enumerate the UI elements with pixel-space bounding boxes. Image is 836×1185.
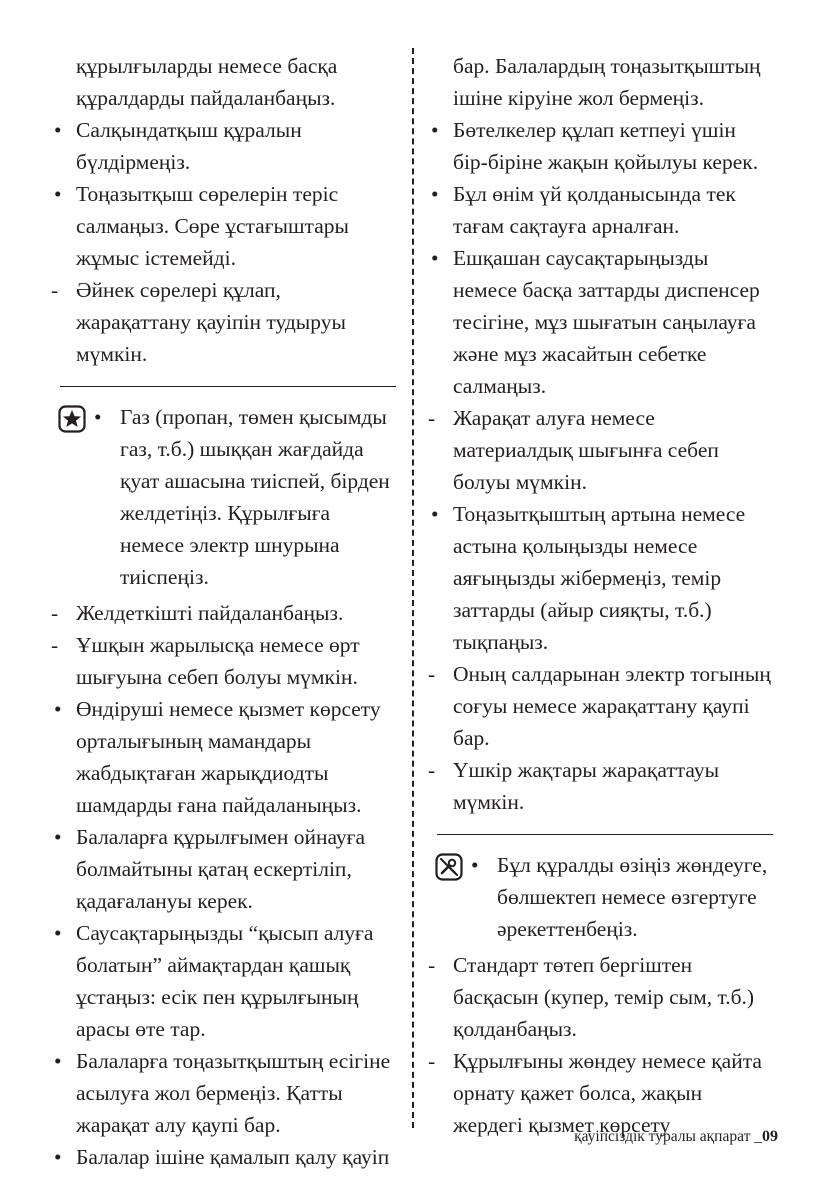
list-item: - Құрылғыны жөндеу немесе қайта орнату қажет болса, жақын жердегі қызмет көрсету	[425, 1045, 775, 1141]
left-column	[48, 50, 398, 1173]
star-icon	[58, 405, 86, 433]
dash-marker: -	[51, 601, 59, 625]
footer-section-label: қауіпсіздік туралы ақпарат _	[574, 1128, 762, 1145]
bullet-marker: •	[54, 825, 62, 849]
list-item: - Үшкір жақтары жарақаттауы мүмкін.	[425, 754, 775, 818]
bullet-marker: •	[54, 1145, 62, 1169]
bullet-marker: •	[54, 921, 62, 945]
bullet-marker: •	[431, 502, 439, 526]
list-item: • Салқындатқыш құралын бүлдірмеңіз.	[48, 114, 398, 178]
list-item: • Өндіруші немесе қызмет көрсету орталығының мамандары жабдықтаған жарықдиодты шамдарды ғана пайдаланыңыз.	[48, 693, 398, 821]
list-item: - Әйнек сөрелері құлап, жарақаттану қауіпін тудыруы мүмкін.	[48, 274, 398, 370]
bullet-marker: •	[54, 697, 62, 721]
list-item: - Ұшқын жарылысқа немесе өрт шығуына себеп болуы мүмкін.	[48, 629, 398, 693]
list-item: • Балаларға тоңазытқыштың есігіне асылуға жол бермеңіз. Қатты жарақат алу қаупі бар.	[48, 1045, 398, 1141]
column-divider	[412, 48, 414, 1128]
left-bottom-list	[48, 597, 398, 1173]
bullet-marker: •	[431, 118, 439, 142]
bullet-marker: •	[54, 1049, 62, 1073]
list-item: • Бұл өнім үй қолданысында тек тағам сақтауға арналған.	[425, 178, 775, 242]
list-item: құрылғыларды немесе басқа құралдарды пайдаланбаңыз.	[76, 54, 338, 110]
warning-note	[48, 401, 398, 593]
right-column	[425, 50, 775, 1141]
dash-marker: -	[51, 633, 59, 657]
no-disassembly-icon	[435, 853, 463, 881]
bullet-marker: •	[431, 246, 439, 270]
list-item: - Оның салдарынан электр тогының соғуы немесе жарақаттану қаупі бар.	[425, 658, 775, 754]
list-item: • Балалар ішіне қамалып қалу қауіп	[48, 1141, 398, 1173]
dash-marker: -	[428, 406, 436, 430]
list-item: • Тоңазытқыш сөрелерін теріс салмаңыз. Сөре ұстағыштары жұмыс істемейді.	[48, 178, 398, 274]
dash-marker: -	[428, 662, 436, 686]
list-item: - Жарақат алуға немесе материалдық шығынға себеп болуы мүмкін.	[425, 402, 775, 498]
page-footer	[574, 1128, 778, 1146]
dash-marker: -	[51, 278, 59, 302]
bullet-marker: •	[471, 853, 479, 877]
right-bottom-list	[425, 949, 775, 1141]
right-top-list	[425, 50, 775, 818]
bullet-marker: •	[431, 182, 439, 206]
bullet-marker: •	[54, 118, 62, 142]
list-item: • Саусақтарыңызды “қысып алуға болатын” аймақтардан қашық ұстаңыз: есік пен құрылғының арасы өте тар.	[48, 917, 398, 1045]
note-text: Бұл құралды өзіңіз жөндеуге, бөлшектеп немесе өзгертуге әрекеттенбеңіз.	[497, 853, 768, 941]
list-item: • Балаларға құрылғымен ойнауға болмайтыны қатаң ескертіліп, қадағалануы керек.	[48, 821, 398, 917]
list-item: - Желдеткішті пайдаланбаңыз.	[48, 597, 398, 629]
note-text: Газ (пропан, төмен қысымды газ, т.б.) шыққан жағдайда қуат ашасына тиіспей, бірден желдетіңіз. Құрылғыға немесе электр шнурына тиіспеңіз.	[120, 405, 390, 589]
dash-marker: -	[428, 953, 436, 977]
section-divider	[437, 834, 773, 835]
list-item: • Тоңазытқыштың артына немесе астына қолыңызды немесе аяғыңызды жібермеңіз, темір заттарды (айыр сияқты, т.б.) тықпаңыз.	[425, 498, 775, 658]
left-top-list	[48, 50, 398, 370]
list-item: - Стандарт төтеп бергіштен басқасын (купер, темір сым, т.б.) қолданбаңыз.	[425, 949, 775, 1045]
page-number: 09	[762, 1128, 778, 1145]
bullet-marker: •	[94, 405, 102, 429]
dash-marker: -	[428, 1049, 436, 1073]
list-item: • Ешқашан саусақтарыңызды немесе басқа заттарды диспенсер тесігіне, мұз шығатын саңылауға және мұз жасайтын себетке салмаңыз.	[425, 242, 775, 402]
section-divider	[60, 386, 396, 387]
list-item: бар. Балалардың тоңазытқыштың ішіне кіруіне жол бермеңіз.	[453, 54, 761, 110]
dash-marker: -	[428, 758, 436, 782]
repair-warning-note	[425, 849, 775, 945]
bullet-marker: •	[54, 182, 62, 206]
list-item: • Бөтелкелер құлап кетпеуі үшін бір-біріне жақын қойылуы керек.	[425, 114, 775, 178]
